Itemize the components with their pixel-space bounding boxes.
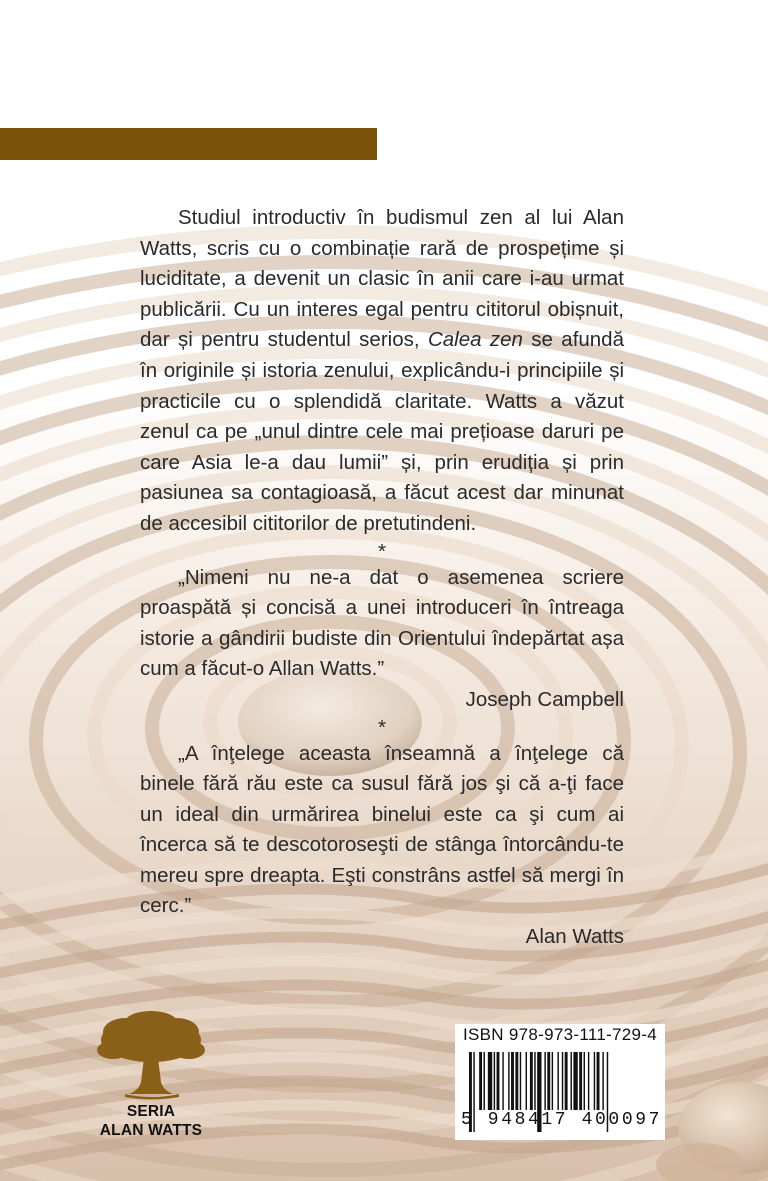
- description-paragraph: [140, 203, 624, 540]
- barcode-bar: [502, 1052, 503, 1110]
- barcode-bar: [552, 1052, 553, 1110]
- separator-star: *: [378, 715, 386, 739]
- tree-icon: [95, 1010, 207, 1102]
- back-cover-text: [140, 203, 624, 953]
- barcode-bar: [547, 1052, 550, 1110]
- quote-campbell-author: Joseph Campbell: [465, 687, 624, 711]
- separator-star: *: [378, 539, 386, 563]
- barcode-bar: [544, 1052, 545, 1110]
- barcode-bar: [479, 1052, 482, 1110]
- barcode-bar: [526, 1052, 527, 1110]
- barcode-bar: [484, 1052, 485, 1110]
- barcode-bar: [573, 1052, 577, 1110]
- series-logo: [86, 1010, 216, 1140]
- barcode-bar: [594, 1052, 595, 1110]
- barcode-bar: [511, 1052, 514, 1110]
- barcode-bar: [588, 1052, 589, 1110]
- barcode-bar: [602, 1052, 603, 1110]
- description-text-end: se afundă în originile și istoria zenului, explicându-i principiile și practicile cu o splendidă claritate. Watts a văzut zenul ca pe „unul dintre cele mai prețioase daruri pe care Asia le-a dau lumii” și, prin erudiția și prin pasiunea sa contagioasă, a făcut acest dar minunat de accesibil cititorilor de pretutindeni.: [140, 328, 624, 535]
- book-title: Calea zen: [427, 328, 523, 352]
- barcode-bar: [584, 1052, 585, 1110]
- barcode-bar: [557, 1052, 558, 1110]
- barcode-bar: [530, 1052, 533, 1110]
- barcode-bar: [520, 1052, 521, 1110]
- barcode-bar: [508, 1052, 509, 1110]
- barcode-bar: [562, 1052, 563, 1110]
- quote-campbell: „Nimeni nu ne-a dat o asemenea scriere proaspătă și concisă a unei introduceri în întreaga istorie a gândirii budiste din Orientului îndepărtat așa cum a făcut-o Allan Watts.”: [140, 565, 624, 681]
- series-label-line2: ALAN WATTS: [99, 1122, 203, 1139]
- quote-watts-author: Alan Watts: [525, 925, 624, 949]
- barcode-bar: [488, 1052, 492, 1110]
- barcode-bar: [579, 1052, 582, 1110]
- isbn-label: ISBN 978-973-111-729-4: [463, 1025, 658, 1044]
- quote-watts: „A înţelege aceasta înseamnă a înţelege că binele fără rău este ca susul fără jos şi că a-ţi face un ideal din urmărirea binelui este ca şi cum ai încerca să te descotoroseşti de stânga întorcându-te mereu spre dreapta. Eşti constrâns astfel să mergi în cerc.”: [140, 741, 624, 918]
- ean-number: 5 948417 400097: [461, 1110, 663, 1130]
- description-text: Studiul introductiv în budismul zen al lui Alan Watts, scris cu o combinație rară de prospețime și luciditate, a devenit un clasic în anii care i-au urmat publicării. Cu un interes egal pentru cititorul obișnuit, dar și pentru studentul serios,: [140, 206, 624, 352]
- barcode-bar: [597, 1052, 600, 1110]
- header-color-band: [0, 128, 377, 160]
- barcode-bar: [534, 1052, 535, 1110]
- barcode-box: [455, 1024, 665, 1140]
- barcode-bar: [494, 1052, 495, 1110]
- barcode-bar: [515, 1052, 518, 1110]
- series-label-line1: SERIA: [126, 1103, 176, 1120]
- barcode-bar: [571, 1052, 572, 1110]
- barcode-bar: [497, 1052, 500, 1110]
- barcode-bar: [565, 1052, 568, 1110]
